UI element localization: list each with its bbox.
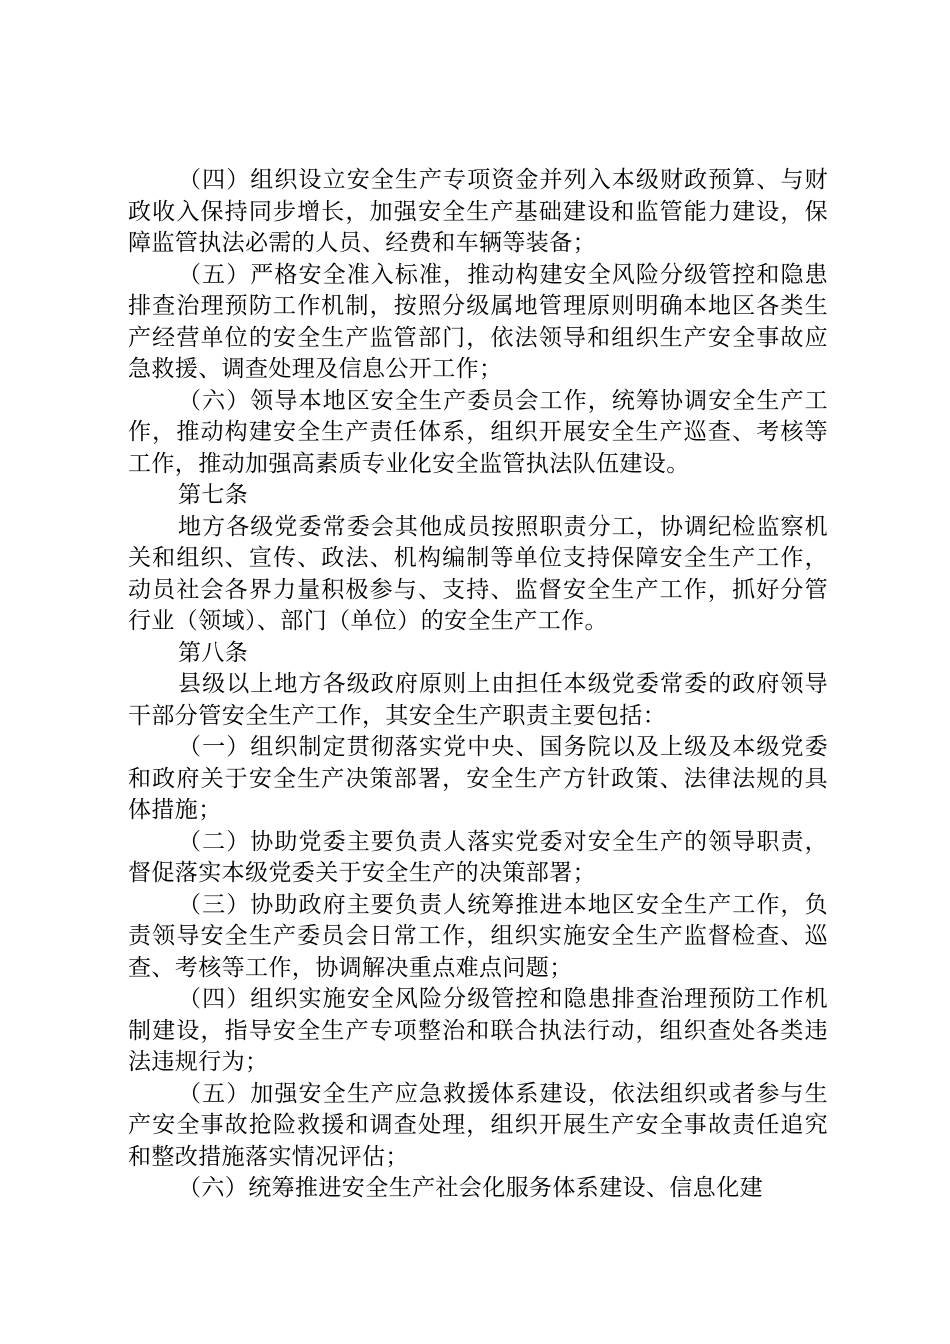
article-8-intro: 县级以上地方各级政府原则上由担任本级党委常委的政府领导干部分管安全生产工作，其安全生产职责主要包括： bbox=[128, 671, 828, 729]
article-8-item-1: （一）组织制定贯彻落实党中央、国务院以及上级及本级党委和政府关于安全生产决策部署，安全生产方针政策、法律法规的具体措施； bbox=[128, 734, 828, 823]
article-8-item-6: （六）统筹推进安全生产社会化服务体系建设、信息化建 bbox=[178, 1175, 763, 1201]
article-8-item-3: （三）协助政府主要负责人统筹推进本地区安全生产工作，负责领导安全生产委员会日常工作，组织实施安全生产监督检查、巡查、考核等工作，协调解决重点难点问题； bbox=[128, 891, 828, 981]
article-8-item-5: （五）加强安全生产应急救援体系建设，依法组织或者参与生产安全事故抢险救援和调查处理，组织开展生产安全事故责任追究和整改措施落实情况评估； bbox=[128, 1080, 828, 1170]
paragraph-item-6-safety-committee: （六）领导本地区安全生产委员会工作，统筹协调安全生产工作，推动构建安全生产责任体系，组织开展安全生产巡查、考核等工作，推动加强高素质专业化安全监管执法队伍建设。 bbox=[128, 387, 828, 477]
article-7-body: 地方各级党委常委会其他成员按照职责分工，协调纪检监察机关和组织、宣传、政法、机构编制等单位支持保障安全生产工作，动员社会各界力量积极参与、支持、监督安全生产工作，抓好分管行业（领域）、部门（单位）的安全生产工作。 bbox=[128, 513, 828, 634]
paragraph-item-5-access-standards: （五）严格安全准入标准，推动构建安全风险分级管控和隐患排查治理预防工作机制，按照分级属地管理原则明确本地区各类生产经营单位的安全生产监管部门，依法领导和组织生产安全事故应急救援、调查处理及信息公开工作； bbox=[128, 261, 828, 382]
document-page bbox=[128, 165, 828, 1205]
paragraph-item-4-funding: （四）组织设立安全生产专项资金并列入本级财政预算、与财政收入保持同步增长，加强安全生产基础建设和监管能力建设，保障监管执法必需的人员、经费和车辆等装备； bbox=[128, 167, 828, 256]
article-8-item-2: （二）协助党委主要负责人落实党委对安全生产的领导职责，督促落实本级党委关于安全生产的决策部署； bbox=[128, 828, 828, 886]
article-7-heading: 第七条 bbox=[178, 482, 249, 508]
article-8-item-4: （四）组织实施安全风险分级管控和隐患排查治理预防工作机制建设，指导安全生产专项整治和联合执法行动，组织查处各类违法违规行为； bbox=[128, 986, 828, 1075]
article-8-heading: 第八条 bbox=[178, 639, 249, 666]
